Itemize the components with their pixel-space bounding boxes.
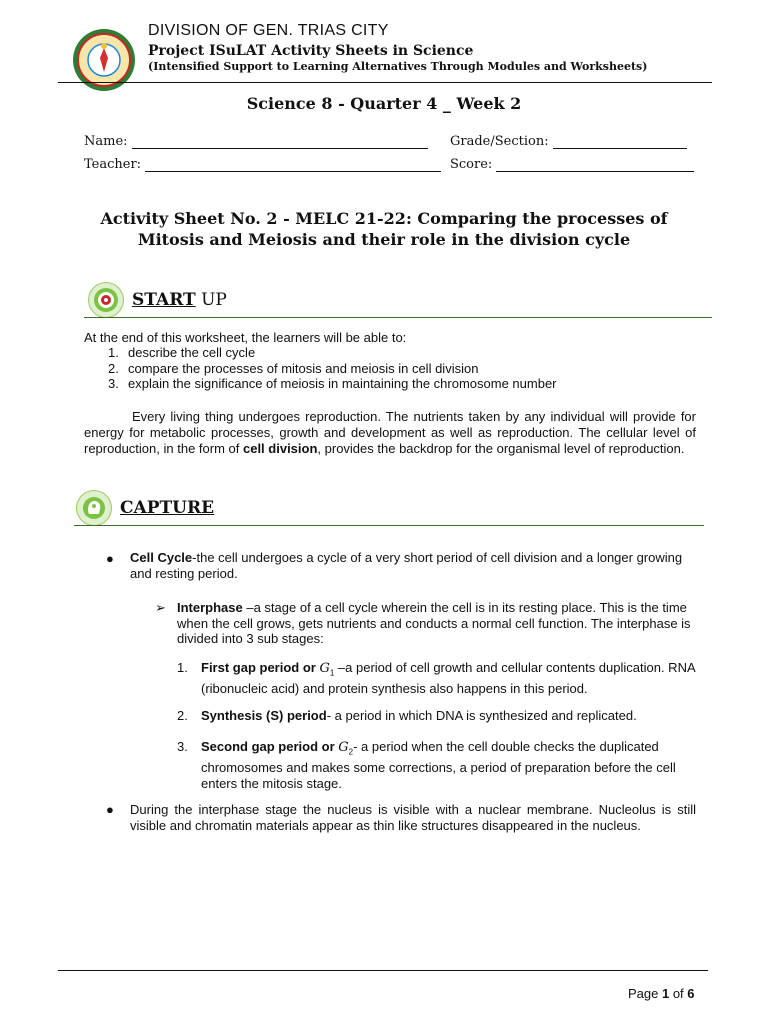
objectives-list	[108, 345, 708, 392]
list-item-number: 2.	[108, 360, 119, 376]
stage-term: Synthesis (S) period	[201, 708, 327, 723]
bullet-dot: ●	[106, 802, 114, 817]
bullet-dot: ●	[106, 551, 114, 566]
teacher-label: Teacher:	[84, 157, 142, 172]
cell-cycle-term: Cell Cycle	[130, 550, 193, 565]
list-item-number: 3.	[108, 376, 119, 391]
list-item	[108, 345, 708, 361]
score-label: Score:	[450, 157, 493, 172]
list-item-number: 1.	[108, 345, 119, 360]
stage-term: Second gap period or	[201, 739, 339, 754]
stage-definition: - a period when the cell double checks the duplicated chromosomes and makes some corrections, a period of preparation before the cell enters the mitosis stage.	[201, 739, 676, 791]
objectives-intro: At the end of this worksheet, the learners will be able to:	[84, 330, 407, 345]
grade-section-label: Grade/Section:	[450, 134, 549, 149]
startup-heading-rest: UP	[195, 290, 227, 310]
arrow-bullet-icon: ➢	[155, 600, 166, 615]
interphase-nucleus-bullet: During the interphase stage the nucleus is visible with a nuclear membrane. Nucleolus is still visible and chromatin materials appear as thin like structures disappeared in the nucleus.	[130, 802, 696, 833]
page-number	[628, 986, 695, 1001]
stage-number: 2.	[177, 708, 188, 723]
intro-paragraph-text-end: , provides the backdrop for the organismal level of reproduction.	[317, 441, 685, 456]
grade-field-row	[450, 134, 687, 149]
score-field-row	[450, 157, 694, 172]
name-label: Name:	[84, 134, 128, 149]
stage-symbol: G	[338, 740, 349, 755]
stage-symbol-sub: 1	[329, 668, 335, 678]
intro-paragraph	[84, 409, 696, 457]
teacher-field[interactable]	[145, 159, 441, 172]
header-rule	[58, 82, 712, 83]
cell-cycle-definition: -the cell undergoes a cycle of a very short period of cell division and a longer growing and resting period.	[130, 550, 683, 581]
interphase-term: Interphase	[177, 600, 243, 615]
interphase-item	[177, 600, 697, 647]
stage-number: 3.	[177, 739, 188, 754]
head-icon	[76, 490, 112, 526]
stage-symbol-sub: 2	[348, 747, 354, 757]
target-icon	[88, 282, 124, 318]
capture-rule	[74, 525, 704, 526]
cell-cycle-bullet	[130, 550, 696, 581]
stage-symbol: G	[319, 661, 330, 676]
page-title: Science 8 - Quarter 4 _ Week 2	[246, 94, 522, 113]
activity-title-line1: Activity Sheet No. 2 - MELC 21-22: Comparing the processes of	[100, 209, 668, 228]
footer-rule	[58, 970, 708, 971]
teacher-field-row	[84, 157, 441, 172]
stage-definition: - a period in which DNA is synthesized and replicated.	[326, 708, 637, 723]
stage-term: First gap period or	[201, 660, 320, 675]
page-of-label: of	[669, 986, 688, 1001]
intro-paragraph-bold: cell division	[242, 441, 318, 456]
stage-definition: –a period of cell growth and cellular contents duplication. RNA (ribonucleic acid) and protein synthesis also happens in this period.	[201, 660, 695, 697]
stage-number: 1.	[177, 660, 188, 675]
stage-item-g2	[201, 739, 695, 791]
name-field-row	[84, 134, 428, 149]
list-item-text: compare the processes of mitosis and meiosis in cell division	[128, 360, 479, 376]
intro-paragraph-text: Every living thing undergoes reproduction. The nutrients taken by any individual will provide for energy for metabolic processes, growth and development as well as reproduction. The cellular level of reproduction, in the form of	[84, 409, 696, 456]
stage-item-s	[201, 708, 695, 724]
current-page: 1	[661, 986, 670, 1001]
activity-title	[70, 208, 698, 250]
startup-heading	[132, 290, 227, 310]
grade-section-field[interactable]	[553, 136, 687, 149]
startup-heading-main: START	[132, 290, 196, 310]
name-field[interactable]	[132, 136, 428, 149]
division-name: DIVISION OF GEN. TRIAS CITY	[148, 22, 389, 39]
list-item-text: describe the cell cycle	[128, 345, 256, 360]
capture-heading: CAPTURE	[120, 498, 215, 518]
activity-title-line2: Mitosis and Meiosis and their role in the division cycle	[137, 230, 631, 249]
project-name: Project ISuLAT Activity Sheets in Science	[148, 43, 474, 59]
project-subtitle: (Intensified Support to Learning Alternatives Through Modules and Worksheets)	[148, 60, 648, 73]
list-item-text: explain the significance of meiosis in maintaining the chromosome number	[128, 376, 557, 391]
startup-rule	[84, 317, 712, 318]
list-item	[108, 361, 708, 377]
list-item	[108, 376, 708, 392]
total-pages: 6	[687, 986, 695, 1001]
page-label: Page	[628, 986, 662, 1001]
score-field[interactable]	[496, 159, 694, 172]
stage-item-g1	[201, 660, 695, 697]
interphase-definition: –a stage of a cell cycle wherein the cell is in its resting place. This is the time when the cell grows, gets nutrients and conducts a normal cell function. The interphase is divided into 3 sub stages:	[177, 600, 691, 646]
